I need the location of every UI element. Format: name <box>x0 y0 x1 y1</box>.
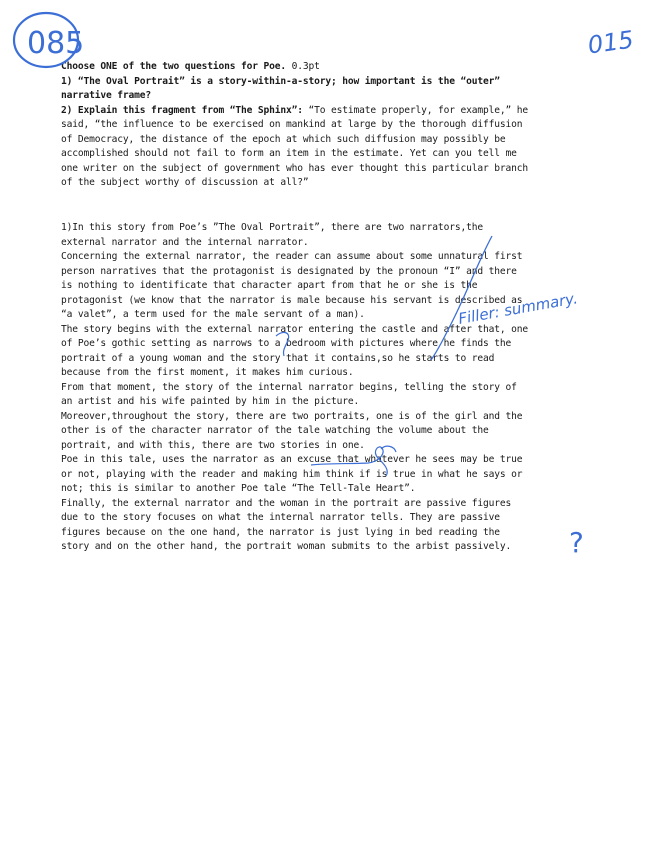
score-circle <box>14 13 78 67</box>
answer-line: or not, playing with the reader and making him think if is true in what he says or <box>61 468 523 480</box>
answer-line: “a valet”, a term used for the male servant of a man). <box>61 309 365 320</box>
prompt-header <box>61 60 601 75</box>
answer-line: not; this is similar to another Poe tale “The Tell-Tale Heart”. <box>61 483 416 494</box>
prompt-header-points: 0.3pt <box>286 61 320 72</box>
answer-line: person narratives that the protagonist is designated by the pronoun “I” and there <box>61 265 517 277</box>
question-2-line-6: of the subject worthy of discussion at all?” <box>61 177 309 188</box>
student-answer <box>61 221 601 555</box>
answer-line: The story begins with the external narrator entering the castle and after that, one <box>61 323 528 335</box>
answer-line: an artist and his wife painted by him in the picture. <box>61 396 360 407</box>
answer-line: Moreover,throughout the story, there are two portraits, one is of the girl and the <box>61 410 523 422</box>
answer-line: external narrator and the internal narrator. <box>61 236 309 248</box>
corner-number-handwritten: 015 <box>586 25 636 60</box>
question-2-line-3: of Democracy, the distance of the epoch at which such diffusion may possibly be <box>61 133 506 145</box>
question-2-line-5: one writer on the subject of government who has ever thought this particular branch <box>61 162 528 174</box>
answer-line: because from the first moment, it makes him curious. <box>61 367 354 378</box>
answer-line: of Poe’s gothic setting as narrows to a bedroom with pictures where he finds the <box>61 338 512 349</box>
answer-line: portrait, and with this, there are two stories in one. <box>61 439 365 451</box>
question-2-line-1 <box>61 104 601 119</box>
question-2-label: 2) Explain this fragment from “The Sphinx”: <box>61 104 303 116</box>
answer-line: Poe in this tale, uses the narrator as an excuse that whatever he sees may be true <box>61 454 523 465</box>
answer-line: 1)In this story from Poe’s ”The Oval Portrait”, there are two narrators,the <box>61 222 483 233</box>
answer-line: From that moment, the story of the internal narrator begins, telling the story of <box>61 381 517 393</box>
answer-line: protagonist (we know that the narrator is male because his servant is described as <box>61 294 523 306</box>
question-2-quote-start: “To estimate properly, for example,” he <box>302 104 528 116</box>
question-1-line-2: narrative frame? <box>61 90 152 101</box>
question-1-line-1: 1) “The Oval Portrait” is a story-within-a-story; how important is the “outer” <box>61 75 500 87</box>
score-handwritten: 085 <box>27 26 85 61</box>
answer-line: portrait of a young woman and the story that it contains,so he starts to read <box>61 352 495 364</box>
question-prompt <box>61 60 601 191</box>
answer-line: due to the story focuses on what the internal narrator tells. They are passive <box>61 512 500 523</box>
question-2-line-4: accomplished should not fail to form an item in the estimate. Yet can you tell me <box>61 148 517 159</box>
answer-line: Finally, the external narrator and the woman in the portrait are passive figures <box>61 497 512 509</box>
answer-line: other is of the character narrator of the tale watching the volume about the <box>61 425 489 436</box>
answer-line: figures because on the one hand, the narrator is just lying in bed reading the <box>61 526 500 538</box>
question-mark-handwritten: ? <box>569 526 584 559</box>
margin-note-handwritten: Filler: summary. <box>456 289 579 328</box>
answer-line: story and on the other hand, the portrait woman submits to the arbist passively. <box>61 541 512 552</box>
question-2-line-2: said, “the influence to be exercised on mankind at large by the thorough diffusion <box>61 119 523 130</box>
answer-line: Concerning the external narrator, the reader can assume about some unnatural first <box>61 251 523 262</box>
prompt-header-instruction: Choose ONE of the two questions for Poe. <box>61 61 287 72</box>
answer-line: is nothing to identificate that character apart from that he or she is the <box>61 280 478 291</box>
